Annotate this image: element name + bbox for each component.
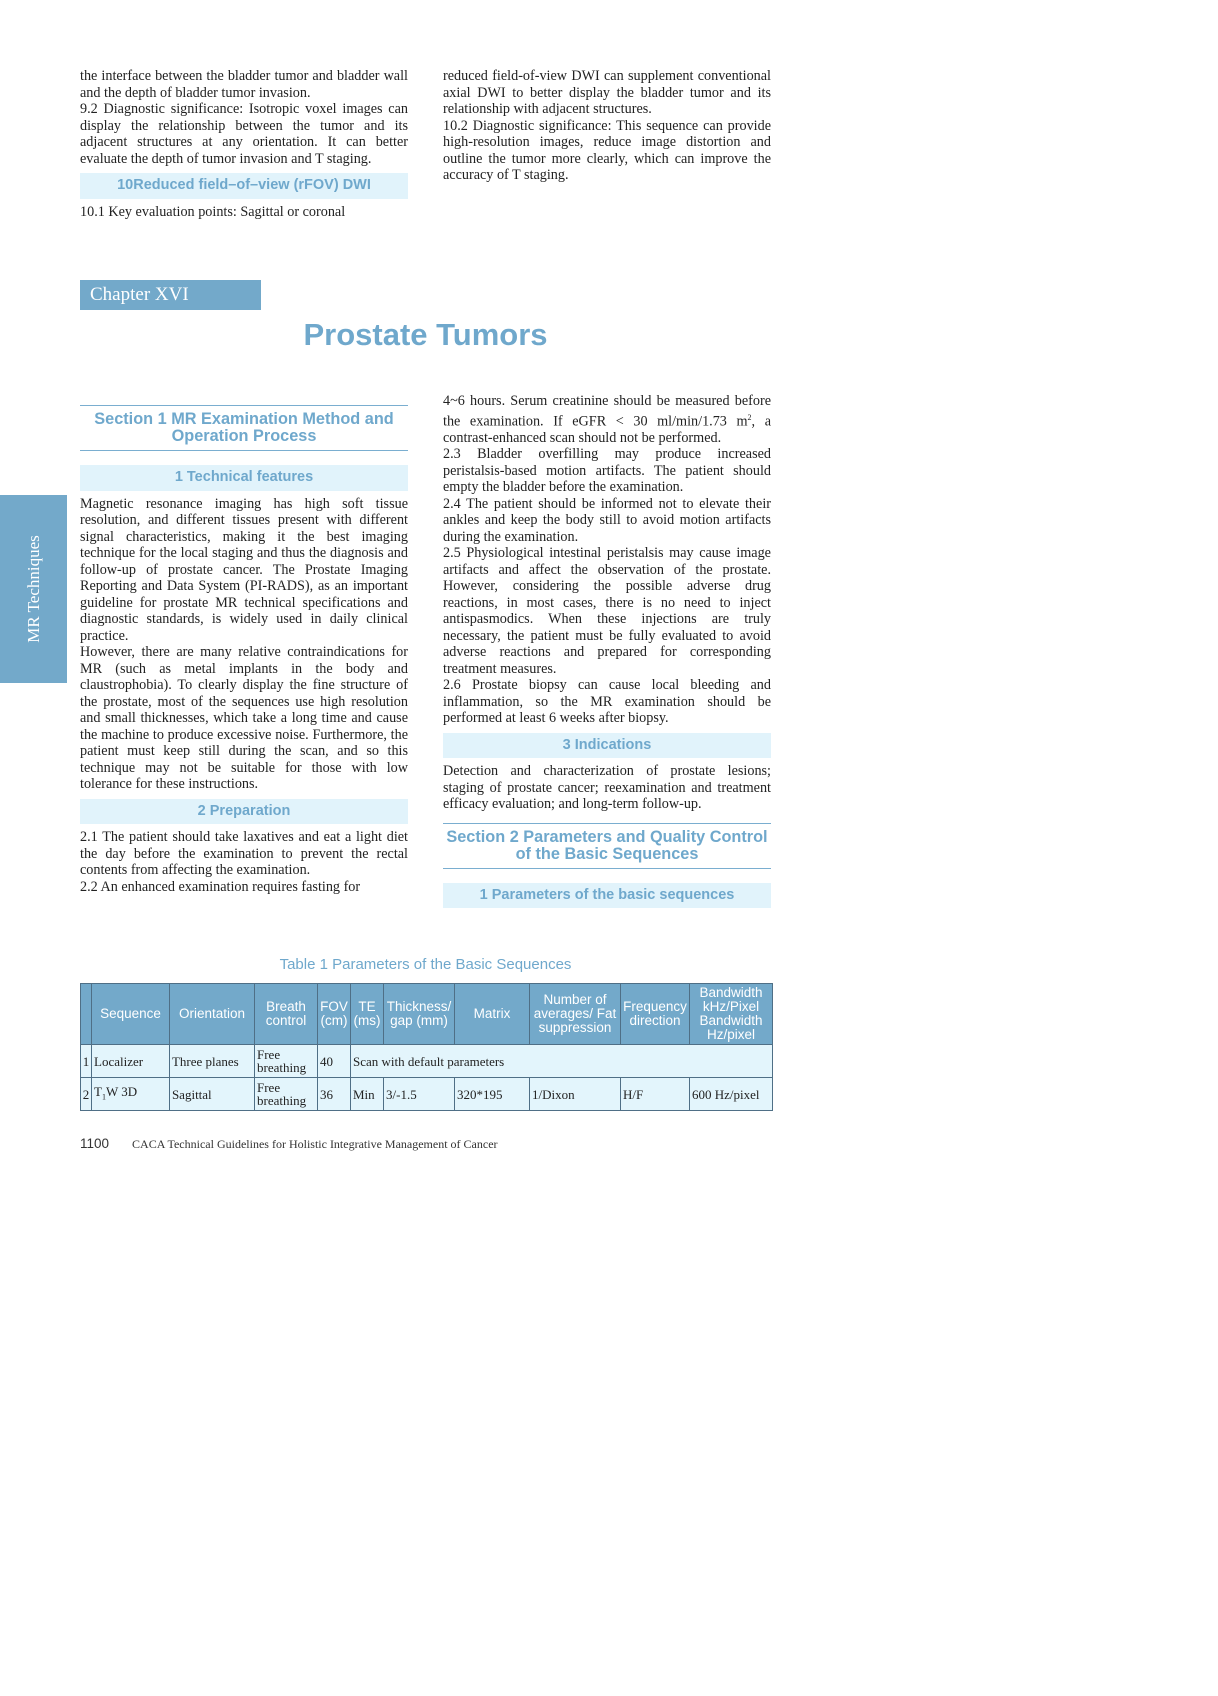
text: W 3D [105,1083,138,1099]
paragraph: Magnetic resonance imaging has high soft tissue resolution, and different tissues present with different signal characteristics, making it the best imaging technique for the local staging and thus the diagnosis and follow-up of prostate cancer. The Prostate Imaging Reporting and Data System (PI-RADS), as an important guideline for prostate MR technical specifications and diagnostic standards, is widely used in daily clinical practice. [80,495,408,644]
header-index [81,984,92,1045]
paragraph: reduced field-of-view DWI can supplement conventional axial DWI to better display the bladder tumor and its relationship with adjacent structures. [443,68,771,117]
cell-thickness: 3/-1.5 [384,1078,455,1111]
header-averages: Number of averages/ Fat suppression [530,984,621,1045]
paragraph: 2.5 Physiological intestinal peristalsis may cause image artifacts and affect the observation of the prostate. However, considering the possible adverse drug reactions, in most cases, there is no need to inject antispasmodics. When these injections are truly necessary, the patient must be fully evaluated to avoid adverse reactions and prepared for corresponding treatment measures. [443,545,771,677]
cell-frequency: H/F [621,1078,690,1111]
cell-fov: 40 [318,1045,351,1078]
header-thickness: Thickness/ gap (mm) [384,984,455,1045]
paragraph: 10.1 Key evaluation points: Sagittal or coronal [80,203,346,220]
subheading-technical-features: 1 Technical features [80,465,408,491]
paragraph: the interface between the bladder tumor and bladder wall and the depth of bladder tumor invasion. [80,68,408,101]
paragraph: 9.2 Diagnostic significance: Isotropic voxel images can display the relationship between the tumor and its adjacent structures at any orientation. It can better evaluate the depth of tumor invasion and T staging. [80,101,408,167]
left-column-main [80,395,408,895]
paragraph [443,393,771,446]
paragraph: 2.3 Bladder overfilling may produce increased peristalsis-based motion artifacts. The patient should empty the bladder before the examination. [443,446,771,496]
header-breath-control: Breath control [255,984,318,1045]
cell-index: 1 [81,1045,92,1078]
cell-fov: 36 [318,1078,351,1111]
section-1-heading: Section 1 MR Examination Method and Operation Process [80,405,408,451]
paragraph: However, there are many relative contraindications for MR (such as metal implants in the body and claustrophobia). To clearly display the fine structure of the prostate, most of the sequences use high resolution and small thicknesses, which take a long time and cause the machine to produce excessive noise. Furthermore, the patient must keep still during the scan, and so this technique may not be suitable for those with low tolerance for these instructions. [80,644,408,792]
paragraph: 10.2 Diagnostic significance: This sequence can provide high-resolution images, reduce image distortion and outline the tumor more clearly, which can improve the accuracy of T staging. [443,117,771,183]
right-column-top [443,68,771,184]
cell-merged-note: Scan with default parameters [351,1045,773,1078]
superscript: 2 [747,412,752,422]
header-frequency: Frequency direction [621,984,690,1045]
side-tab [0,495,67,683]
cell-sequence [92,1078,170,1111]
header-matrix: Matrix [455,984,530,1045]
cell-averages: 1/Dixon [530,1078,621,1111]
header-te: TE (ms) [351,984,384,1045]
cell-matrix: 320*195 [455,1078,530,1111]
text: , a contrast-enhanced scan should not be performed. [443,413,771,446]
left-column-top [80,68,408,220]
paragraph: 2.2 An enhanced examination requires fasting for [80,878,361,895]
parameters-table [80,983,773,1111]
chapter-label: Chapter XVI [80,280,261,310]
paragraph: 2.4 The patient should be informed not to elevate their ankles and keep the body still to avoid motion artifacts during the examination. [443,495,771,545]
cell-sequence: Localizer [92,1045,170,1078]
cell-breath: Free breathing [255,1078,318,1111]
cell-bandwidth: 600 Hz/pixel [690,1078,773,1111]
paragraph: 2.6 Prostate biopsy can cause local bleeding and inflammation, so the MR examination should be performed at least 6 weeks after biopsy. [443,677,771,727]
cell-orientation: Sagittal [169,1078,254,1111]
cell-index: 2 [81,1078,92,1111]
text: 4~6 hours. Serum creatinine should be measured before the examination. If eGFR < 30 ml/min/1.73 m [443,393,771,430]
subheading-basic-sequences: 1 Parameters of the basic sequences [443,883,771,909]
cell-te: Min [351,1078,384,1111]
cell-orientation: Three planes [169,1045,254,1078]
header-fov: FOV (cm) [318,984,351,1045]
subheading-indications: 3 Indications [443,733,771,759]
table-caption: Table 1 Parameters of the Basic Sequences [279,956,572,973]
book-title: CACA Technical Guidelines for Holistic Integrative Management of Cancer [132,1137,498,1151]
table-header-row [81,984,773,1045]
table-row [81,1078,773,1111]
right-column-main [443,393,771,913]
subheading-preparation: 2 Preparation [80,799,408,825]
paragraph: Detection and characterization of prostate lesions; staging of prostate cancer; reexamination and treatment efficacy evaluation; and long-term follow-up. [443,763,771,813]
chapter-title: Prostate Tumors [303,317,548,352]
page-number: 1100 [80,1136,110,1151]
subheading-rfov-dwi: 10Reduced field–of–view (rFOV) DWI [80,173,408,199]
page-footer [80,1136,498,1152]
header-bandwidth: Bandwidth kHz/Pixel Bandwidth Hz/pixel [690,984,773,1045]
cell-breath: Free breathing [255,1045,318,1078]
table-row [81,1045,773,1078]
header-sequence: Sequence [92,984,170,1045]
section-2-heading: Section 2 Parameters and Quality Control of the Basic Sequences [443,823,771,869]
subscript: 1 [101,1092,106,1102]
paragraph: 2.1 The patient should take laxatives and eat a light diet the day before the examination to prevent the rectal contents from affecting the examination. [80,829,408,878]
text: T [94,1083,102,1099]
side-tab-label: MR Techniques [23,535,43,643]
header-orientation: Orientation [169,984,254,1045]
